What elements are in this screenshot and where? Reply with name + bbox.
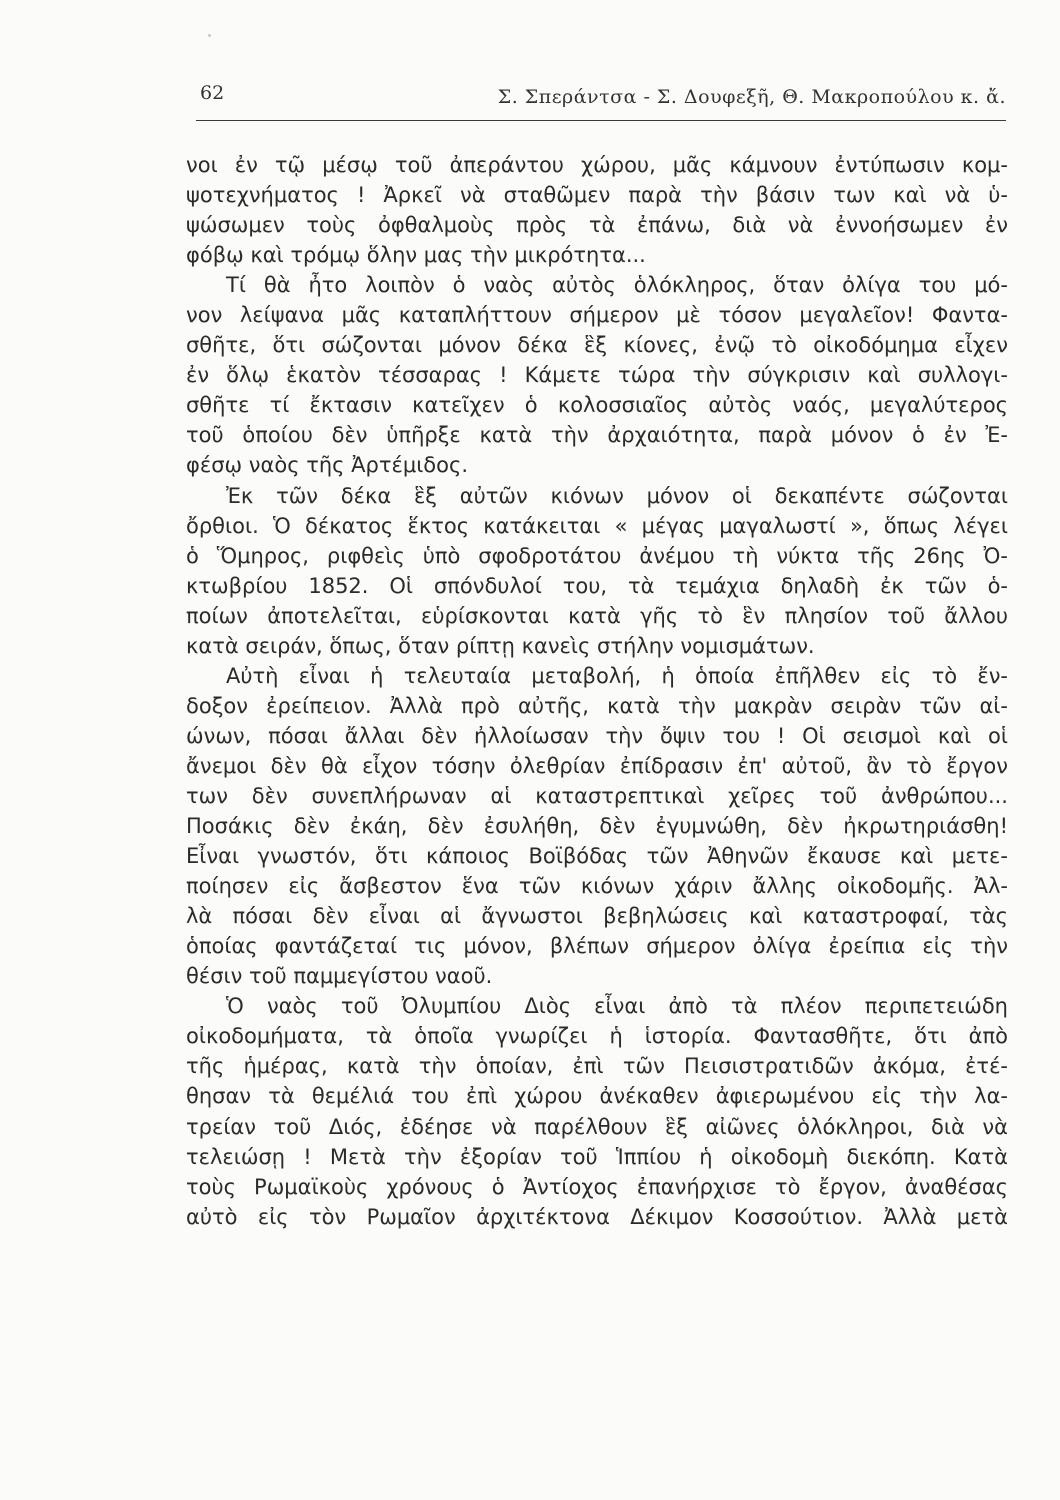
text-line: κατὰ σειράν, ὅπως, ὅταν ρίπτῃ κανεὶς στήλην νομισμάτων.	[186, 633, 815, 658]
text-line: φόβῳ καὶ τρόμῳ ὅλην μας τὴν μικρότητα...	[186, 243, 646, 268]
scan-speck	[208, 34, 211, 37]
text-line: ποίησεν εἰς ἄσβεστον ἕνα τῶν κιόνων χάριν ἄλλης οἰκοδομῆς. Ἀλ-	[186, 874, 1008, 899]
text-line: λὰ πόσαι δὲν εἶναι αἱ ἄγνωστοι βεβηλώσεις καὶ καταστροφαί, τὰς	[186, 904, 1008, 929]
text-line: ὁ Ὅμηρος, ριφθεὶς ὑπὸ σφοδροτάτου ἀνέμου τὴ νύκτα τῆς 26ης Ὀ-	[186, 543, 1008, 568]
text-line: τῆς ἡμέρας, κατὰ τὴν ὁποίαν, ἐπὶ τῶν Πεισιστρατιδῶν ἀκόμα, ἐτέ-	[186, 1054, 1008, 1079]
text-line: δοξον ἐρείπειον. Ἀλλὰ πρὸ αὐτῆς, κατὰ τὴν μακρὰν σειρὰν τῶν αἰ-	[186, 693, 1008, 718]
text-line: ψοτεχνήματος ! Ἀρκεῖ νὰ σταθῶμεν παρὰ τὴν βάσιν των καὶ νὰ ὑ-	[186, 183, 1008, 208]
text-line: ποίων ἀποτελεῖται, εὑρίσκονται κατὰ γῆς τὸ ἓν πλησίον τοῦ ἄλλου	[186, 603, 1008, 628]
text-line: σθῆτε τί ἔκτασιν κατεῖχεν ὁ κολοσσιαῖος αὐτὸς ναός, μεγαλύτερος	[186, 393, 1008, 418]
text-line: ψώσωμεν τοὺς ὀφθαλμοὺς πρὸς τὰ ἐπάνω, διὰ νὰ ἐννοήσωμεν ἐν	[186, 213, 1008, 238]
text-line: νοι ἐν τῷ μέσῳ τοῦ ἀπεράντου χώρου, μᾶς κάμνουν ἐντύπωσιν κομ-	[186, 153, 1008, 177]
text-line: οἰκοδομήματα, τὰ ὁποῖα γνωρίζει ἡ ἱστορία. Φαντασθῆτε, ὅτι ἀπὸ	[186, 1024, 1008, 1049]
text-line: ώνων, πόσαι ἄλλαι δὲν ἠλλοίωσαν τὴν ὄψιν του ! Οἱ σεισμοὶ καὶ οἱ	[186, 723, 1008, 748]
paragraph-start-line: Ἐκ τῶν δέκα ἓξ αὐτῶν κιόνων μόνον οἱ δεκαπέντε σώζονται	[226, 483, 1008, 508]
text-line: Εἶναι γνωστόν, ὅτι κάποιος Βοϊβόδας τῶν Ἀθηνῶν ἔκαυσε καὶ μετε-	[186, 844, 1008, 869]
text-line: των δὲν συνεπλήρωναν αἱ καταστρεπτικαὶ χεῖρες τοῦ ἀνθρώπου...	[186, 783, 1008, 808]
text-line: ἄνεμοι δὲν θὰ εἶχον τόσην ὀλεθρίαν ἐπίδρασιν ἐπ' αὐτοῦ, ἂν τὸ ἔργον	[186, 753, 1008, 778]
text-line: θησαν τὰ θεμέλιά του ἐπὶ χώρου ἀνέκαθεν ἀφιερωμένου εἰς τὴν λα-	[186, 1084, 1008, 1109]
text-line: Ποσάκις δὲν ἐκάη, δὲν ἐσυλήθη, δὲν ἐγυμνώθη, δὲν ἠκρωτηριάσθη!	[186, 814, 1008, 839]
page-header	[196, 80, 1006, 121]
paragraph-start-line: Αὐτὴ εἶναι ἡ τελευταία μεταβολή, ἡ ὁποία ἐπῆλθεν εἰς τὸ ἔν-	[226, 663, 1008, 688]
paragraph-start-line: Ὁ ναὸς τοῦ Ὀλυμπίου Διὸς εἶναι ἀπὸ τὰ πλέον περιπετειώδη	[226, 994, 1008, 1019]
running-head: Σ. Σπεράντσα - Σ. Δουφεξῆ, Θ. Μακροπούλου κ. ἄ.	[497, 86, 1006, 108]
text-line: τρείαν τοῦ Διός, ἐδέησε νὰ παρέλθουν ἓξ αἰῶνες ὁλόκληροι, διὰ νὰ	[186, 1114, 1008, 1139]
text-line: ὁποίας φαντάζεταί τις μόνον, βλέπων σήμερον ὀλίγα ἐρείπια εἰς τὴν	[186, 934, 1008, 959]
text-line: φέσῳ ναὸς τῆς Ἀρτέμιδος.	[186, 453, 469, 478]
text-line: ἐν ὅλῳ ἑκατὸν τέσσαρας ! Κάμετε τώρα τὴν σύγκρισιν καὶ συλλογι-	[186, 363, 1008, 388]
text-line: θέσιν τοῦ παμμεγίστου ναοῦ.	[186, 964, 493, 989]
paragraph-start-line: Τί θὰ ἦτο λοιπὸν ὁ ναὸς αὐτὸς ὁλόκληρος, ὅταν ὀλίγα του μό-	[226, 273, 1008, 298]
text-line: τοῦ ὁποίου δὲν ὑπῆρξε κατὰ τὴν ἀρχαιότητα, παρὰ μόνον ὁ ἐν Ἐ-	[186, 423, 1008, 448]
text-line: κτωβρίου 1852. Οἱ σπόνδυλοί του, τὰ τεμάχια δηλαδὴ ἐκ τῶν ὁ-	[186, 573, 1008, 598]
text-line: αὐτὸ εἰς τὸν Ρωμαῖον ἀρχιτέκτονα Δέκιμον Κοσσούτιον. Ἀλλὰ μετὰ	[186, 1204, 1008, 1229]
page-number: 62	[200, 82, 225, 104]
text-line: ὄρθιοι. Ὁ δέκατος ἕκτος κατάκειται « μέγας μαγαλωστί », ὅπως λέγει	[186, 513, 1008, 538]
text-line: σθῆτε, ὅτι σώζονται μόνον δέκα ἓξ κίονες, ἐνῷ τὸ οἰκοδόμημα εἶχεν	[186, 333, 1008, 358]
text-line: τελειώσῃ ! Μετὰ τὴν ἐξορίαν τοῦ Ἱππίου ἡ οἰκοδομὴ διεκόπη. Κατὰ	[186, 1144, 1008, 1169]
text-line: νον λείψανα μᾶς καταπλήττουν σήμερον μὲ τόσον μεγαλεῖον! Φαντα-	[186, 303, 1008, 328]
body-text	[186, 150, 1008, 1232]
text-line: τοὺς Ρωμαϊκοὺς χρόνους ὁ Ἀντίοχος ἐπανήρχισε τὸ ἔργον, ἀναθέσας	[186, 1174, 1008, 1199]
